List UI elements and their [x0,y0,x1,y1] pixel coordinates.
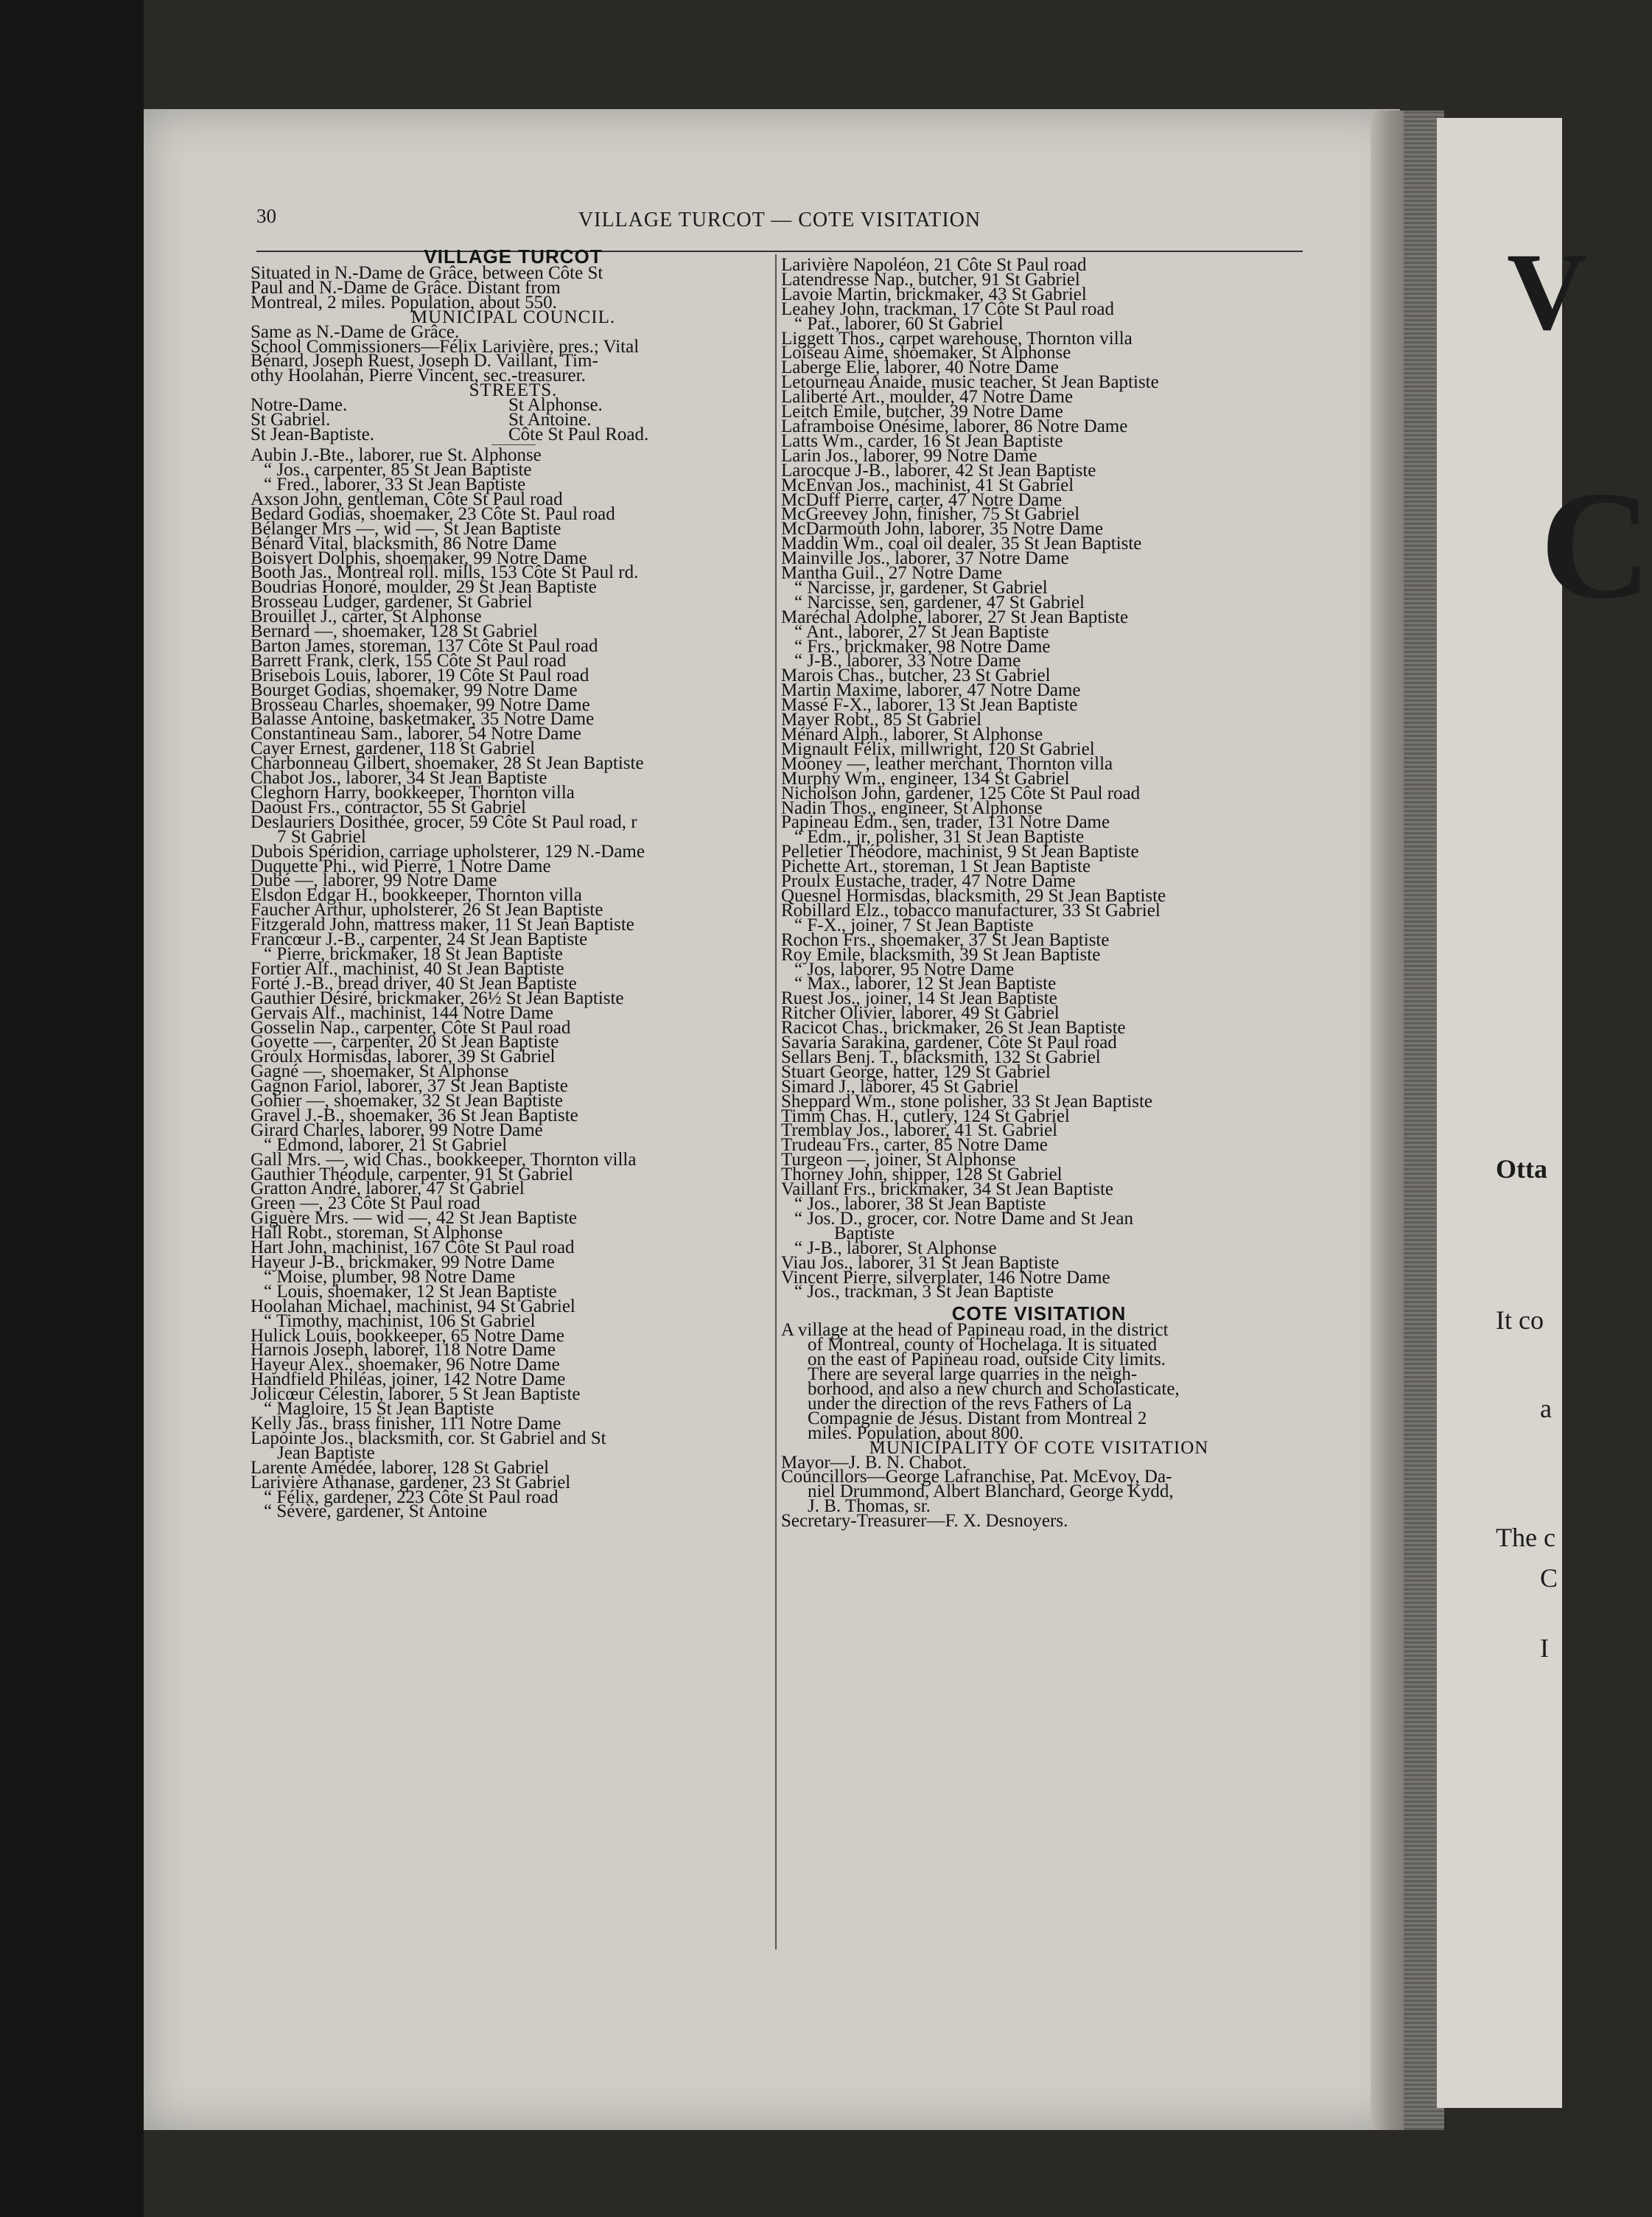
intro-line: A village at the head of Papineau road, in the district [781,1320,1169,1341]
directory-entry: “ J-B., laborer, St Alphonse [794,1237,997,1258]
directory-entry: “ F-X., joiner, 7 St Jean Baptiste [794,915,1034,935]
directory-entry: Bénard Vital, blacksmith, 86 Notre Dame [251,533,557,554]
cote-visitation-intro [781,1320,1297,1443]
streets-heading: STREETS. [469,380,558,401]
page-number: 30 [256,205,276,227]
directory-entry: Jean Baptiste [277,1442,375,1463]
directory-entry: Laframboise Onésime, laborer, 86 Notre Dame [781,416,1128,436]
street-name: St Antoine. [508,410,592,430]
directory-entry: Barrett Frank, clerk, 155 Côte St Paul road [251,650,567,671]
directory-entry: “ Edm., jr, polisher, 31 St Jean Baptiste [794,827,1085,848]
resident-list-right [781,255,1297,1302]
cote-visitation-officers [781,1452,1297,1532]
directory-entry: “ Frs., brickmaker, 98 Notre Dame [794,636,1051,657]
adjacent-fragment: a [1540,1394,1552,1423]
directory-entry: Loiseau Aimé, shoemaker, St Alphonse [781,343,1071,363]
municipal-council-text [251,321,776,386]
intro-line: Compagnie de Jésus. Distant from Montreal 2 [808,1408,1147,1428]
directory-entry: Francœur J.-B., carpenter, 24 St Jean Baptiste [251,929,588,950]
directory-entry: “ Max., laborer, 12 St Jean Baptiste [794,974,1057,994]
directory-entry: Jolicœur Célestin, laborer, 5 St Jean Baptiste [251,1384,581,1405]
directory-entry: “ Magloire, 15 St Jean Baptiste [264,1399,494,1420]
directory-entry: Goyette —, carpenter, 20 St Jean Baptiste [251,1032,559,1052]
directory-entry: “ Jos., carpenter, 85 St Jean Baptiste [264,460,532,481]
directory-entry: Gall Mrs. —, wid Chas., bookkeeper, Thornton villa [251,1149,637,1170]
column-divider [775,254,777,1949]
directory-entry: “ Sévère, gardener, St Antoine [264,1501,488,1522]
directory-entry: Gosselin Nap., carpenter, Côte St Paul road [251,1017,571,1038]
directory-entry: Maréchal Adolphe, laborer, 27 St Jean Baptiste [781,607,1129,627]
directory-entry: Gagnon Fariol, laborer, 37 St Jean Baptiste [251,1076,568,1097]
directory-entry: “ Narcisse, jr, gardener, St Gabriel [794,577,1048,598]
directory-entry: Pichette Art., storeman, 1 St Jean Baptiste [781,856,1091,877]
left-column [251,245,776,1522]
intro-line: Situated in N.-Dame de Grâce, between Côte St [251,263,603,283]
directory-entry: Thorney John, shipper, 128 St Gabriel [781,1165,1063,1185]
directory-entry: Pelletier Théodore, machinist, 9 St Jean Baptiste [781,842,1139,862]
directory-entry: Dubé —, laborer, 99 Notre Dame [251,870,497,891]
municipal-council-heading: MUNICIPAL COUNCIL. [410,307,616,327]
directory-entry: Girard Charles, laborer, 99 Notre Dame [251,1120,543,1140]
directory-entry: Bernard —, shoemaker, 128 St Gabriel [251,621,538,642]
adjacent-fragment: Otta [1496,1154,1547,1184]
adjacent-fragment: C [1540,1563,1558,1593]
intro-line: There are several large quarries in the neigh- [808,1364,1138,1385]
street-name: Côte St Paul Road. [508,424,649,444]
directory-entry: Gauthier Désiré, brickmaker, 26½ St Jean Baptiste [251,988,624,1008]
directory-entry: Larente Amédée, laborer, 128 St Gabriel [251,1457,550,1478]
directory-entry: McDarmouth John, laborer, 35 Notre Dame [781,519,1104,540]
directory-entry: Mayer Robt., 85 St Gabriel [781,710,982,730]
scan-background [0,0,144,2217]
directory-entry: Simard J., laborer, 45 St Gabriel [781,1076,1019,1097]
directory-entry: Bedard Godias, shoemaker, 23 Côte St. Paul road [251,503,615,524]
village-turcot-intro [251,263,776,313]
page-header [256,205,1303,239]
directory-entry: “ Jos., laborer, 38 St Jean Baptiste [794,1194,1046,1214]
adjacent-page [1437,118,1652,2108]
directory-entry: Viau Jos., laborer, 31 St Jean Baptiste [781,1252,1060,1273]
directory-entry: Lapointe Jos., blacksmith, cor. St Gabriel and St [251,1428,606,1448]
directory-entry: Gervais Alf., machinist, 144 Notre Dame [251,1002,554,1023]
adjacent-fragment: V [1507,231,1587,353]
directory-entry: Rochon Frs., shoemaker, 37 St Jean Baptiste [781,929,1110,950]
directory-entry: “ Jos. D., grocer, cor. Notre Dame and St Jean [794,1208,1133,1229]
directory-entry: “ Edmond, laborer, 21 St Gabriel [264,1134,508,1155]
directory-entry: Hayeur J-B., brickmaker, 99 Notre Dame [251,1252,555,1272]
directory-entry: Green —, 23 Côte St Paul road [251,1193,480,1214]
directory-entry: Tremblay Jos., laborer, 41 St. Gabriel [781,1120,1058,1141]
directory-entry: Latts Wm., carder, 16 St Jean Baptiste [781,430,1063,451]
directory-entry: Axson John, gentleman, Côte St Paul road [251,489,563,509]
directory-entry: Booth Jas., Montreal roll. mills, 153 Côte St Paul rd. [251,562,639,583]
directory-entry: Dubois Spéridion, carriage upholsterer, 129 N.-Dame [251,841,645,862]
directory-entry: Maddin Wm., coal oil dealer, 35 St Jean Baptiste [781,534,1142,554]
directory-entry: Trudeau Frs., carter, 85 Notre Dame [781,1135,1048,1156]
directory-entry: Lavoie Martin, brickmaker, 43 St Gabriel [781,284,1087,304]
directory-entry: Boisvert Dolphis, shoemaker, 99 Notre Dame [251,548,587,568]
directory-entry: Martin Maxime, laborer, 47 Notre Dame [781,680,1081,701]
directory-entry: “ Fred., laborer, 33 St Jean Baptiste [264,474,526,495]
directory-entry: Stuart George, hatter, 129 St Gabriel [781,1061,1051,1082]
directory-entry: Vincent Pierre, silverplater, 146 Notre Dame [781,1267,1110,1288]
council-line: Councillors—George Lafranchise, Pat. McEvoy, Da- [781,1467,1172,1487]
directory-entry: Brouillet J., carter, St Alphonse [251,607,482,627]
adjacent-fragment: C [1540,460,1652,631]
directory-entry: Constantineau Sam., laborer, 54 Notre Dame [251,724,581,744]
intro-line: on the east of Papineau road, outside City limits. [808,1350,1166,1370]
council-line: Mayor—J. B. N. Chabot. [781,1452,967,1473]
directory-entry: Hayeur Alex., shoemaker, 96 Notre Dame [251,1355,560,1375]
directory-entry: Larin Jos., laborer, 99 Notre Dame [781,445,1037,466]
directory-entry: Nicholson John, gardener, 125 Côte St Paul road [781,783,1141,803]
directory-entry: McEnvan Jos., machinist, 41 St Gabriel [781,475,1074,495]
directory-entry: Roy Emile, blacksmith, 39 St Jean Baptiste [781,944,1101,965]
directory-entry: Mantha Guil., 27 Notre Dame [781,563,1002,584]
directory-entry: Marois Chas., butcher, 23 St Gabriel [781,666,1051,686]
directory-entry: Aubin J.-Bte., laborer, rue St. Alphonse [251,445,542,466]
directory-entry: Barton James, storeman, 137 Côte St Paul road [251,635,598,656]
directory-entry: Leitch Emile, butcher, 39 Notre Dame [781,402,1063,422]
directory-entry: Giguère Mrs. — wid —, 42 St Jean Baptiste [251,1208,578,1229]
directory-entry: McDuff Pierre, carter, 47 Notre Dame [781,489,1063,510]
street-name: St Jean-Baptiste. [251,424,375,444]
directory-entry: “ Félix, gardener, 223 Côte St Paul road [264,1487,559,1507]
directory-entry: Gagné —, shoemaker, St Alphonse [251,1061,509,1082]
directory-entry: Proulx Eustache, trader, 47 Notre Dame [781,871,1076,892]
intro-line: under the direction of the revs Fathers of La [808,1393,1133,1414]
directory-entry: Larivière Athanase, gardener, 23 St Gabriel [251,1472,571,1492]
directory-entry: Liggett Thos., carpet warehouse, Thornton villa [781,328,1133,349]
directory-entry: Racicot Chas., brickmaker, 26 St Jean Baptiste [781,1018,1126,1038]
directory-entry: Larivière Napoléon, 21 Côte St Paul road [781,255,1087,275]
council-line: Bénard, Joseph Ruest, Joseph D. Vaillant, Tim- [251,351,598,371]
directory-entry: Vaillant Frs., brickmaker, 34 St Jean Baptiste [781,1179,1114,1200]
directory-entry: Harnois Joseph, laborer, 118 Notre Dame [251,1340,556,1361]
directory-entry: Sheppard Wm., stone polisher, 33 St Jean Baptiste [781,1091,1153,1111]
directory-entry: Bélanger Mrs —, wid —, St Jean Baptiste [251,518,561,539]
directory-entry: Mignault Félix, millwright, 120 St Gabriel [781,739,1095,759]
municipality-heading: MUNICIPALITY OF COTE VISITATION [869,1437,1209,1458]
adjacent-fragment: It co [1496,1305,1544,1335]
directory-entry: Ménard Alph., laborer, St Alphonse [781,725,1043,744]
directory-entry: Ruest Jos., joiner, 14 St Jean Baptiste [781,988,1057,1009]
directory-entry: “ J-B., laborer, 33 Notre Dame [794,651,1021,671]
adjacent-fragment: The c [1496,1523,1555,1552]
streets-column-2 [508,395,649,444]
directory-entry: Nadin Thos., engineer, St Alphonse [781,797,1043,818]
directory-entry: Mainville Jos., laborer, 37 Notre Dame [781,548,1069,569]
directory-entry: “ Jos., trackman, 3 St Jean Baptiste [794,1282,1054,1302]
directory-entry: Fortier Alf., machinist, 40 St Jean Baptiste [251,958,564,979]
streets-column-1 [251,395,375,444]
directory-entry: Robillard Elz., tobacco manufacturer, 33 St Gabriel [781,900,1161,921]
directory-entry: Letourneau Anaide, music teacher, St Jean Baptiste [781,372,1159,393]
intro-line: borhood, and also a new church and Scholasticate, [808,1378,1180,1399]
directory-entry: Savaria Sarakina, gardener, Côte St Paul road [781,1033,1117,1053]
directory-entry: “ Narcisse, sen, gardener, 47 St Gabriel [794,592,1085,612]
directory-entry: Hall Robt., storeman, St Alphonse [251,1223,503,1243]
directory-entry: “ Pat., laborer, 60 St Gabriel [794,313,1004,334]
directory-entry: Chabot Jos., laborer, 34 St Jean Baptiste [251,768,547,789]
council-line: othy Hoolahan, Pierre Vincent, sec.-treasurer. [251,366,586,386]
directory-entry: Murphy Wm., engineer, 134 St Gabriel [781,768,1070,789]
directory-entry: Duquette Phi., wid Pierre, 1 Notre Dame [251,856,551,876]
directory-entry: Leahey John, trackman, 17 Côte St Paul road [781,298,1114,319]
directory-entry: Kelly Jas., brass finisher, 111 Notre Dame [251,1413,561,1434]
council-line: School Commissioners—Félix Larivière, pres.; Vital [251,336,640,357]
directory-entry: Fitzgerald John, mattress maker, 11 St Jean Baptiste [251,915,634,935]
intro-line: Montreal, 2 miles. Population, about 550. [251,292,557,313]
directory-entry: Larocque J-B., laborer, 42 St Jean Baptiste [781,460,1096,481]
directory-entry: “ Moise, plumber, 98 Notre Dame [264,1266,516,1287]
directory-entry: Hoolahan Michael, machinist, 94 St Gabriel [251,1296,575,1316]
directory-entry: Hart John, machinist, 167 Côte St Paul road [251,1237,575,1258]
directory-entry: Latendresse Nap., butcher, 91 St Gabriel [781,269,1080,290]
directory-entry: Laliberté Art., moulder, 47 Notre Dame [781,387,1074,408]
directory-entry: 7 St Gabriel [277,826,366,847]
directory-entry: Mooney —, leather merchant, Thornton villa [781,753,1113,774]
intro-line: of Montreal, county of Hochelaga. It is situated [808,1335,1158,1355]
directory-entry: Cleghorn Harry, bookkeeper, Thornton villa [251,783,575,803]
directory-entry: Faucher Arthur, upholsterer, 26 St Jean Baptiste [251,900,603,921]
section-title-village-turcot: VILLAGE TURCOT [424,245,603,268]
adjacent-fragment: I [1540,1633,1549,1663]
directory-entry: Bourget Godias, shoemaker, 99 Notre Dame [251,680,578,700]
section-title-cote-visitation: COTE VISITATION [951,1302,1127,1325]
directory-entry: Balasse Antoine, basketmaker, 35 Notre Dame [251,709,595,730]
directory-entry: Brosseau Charles, shoemaker, 99 Notre Dame [251,694,590,715]
street-name: Notre-Dame. [251,395,348,416]
directory-entry: Elsdon Edgar H., bookkeeper, Thornton villa [251,885,582,906]
directory-entry: Laberge Elie, laborer, 40 Notre Dame [781,357,1059,378]
directory-entry: Daoust Frs., contractor, 55 St Gabriel [251,797,526,817]
directory-entry: “ Timothy, machinist, 106 St Gabriel [264,1310,536,1331]
intro-line: Paul and N.-Dame de Grâce. Distant from [251,277,561,298]
right-column [781,255,1297,1532]
directory-entry: “ Louis, shoemaker, 12 St Jean Baptiste [264,1281,557,1302]
directory-entry: Gravel J.-B., shoemaker, 36 St Jean Baptiste [251,1105,578,1125]
directory-entry: Forté J.-B., bread driver, 40 St Jean Baptiste [251,973,577,994]
directory-entry: Massé F-X., laborer, 13 St Jean Baptiste [781,695,1078,716]
directory-entry: Handfield Philéas, joiner, 142 Notre Dame [251,1369,566,1390]
directory-entry: “ Pierre, brickmaker, 18 St Jean Baptiste [264,943,563,964]
directory-entry: Ritcher Olivier, laborer, 49 St Gabriel [781,1003,1060,1024]
directory-entry: Brisebois Louis, laborer, 19 Côte St Paul road [251,665,589,685]
directory-entry: Sellars Benj. T., blacksmith, 132 St Gabriel [781,1047,1101,1067]
directory-entry: Boudrias Honoré, moulder, 29 St Jean Baptiste [251,577,597,598]
intro-line: miles. Population, about 800. [808,1422,1024,1443]
directory-entry: Gauthier Théodule, carpenter, 91 St Gabriel [251,1164,573,1184]
directory-entry: Papineau Edm., sen, trader, 131 Notre Dame [781,812,1110,833]
street-name: St Alphonse. [508,395,603,416]
directory-entry: Gratton André, laborer, 47 St Gabriel [251,1179,525,1199]
council-line: Same as N.-Dame de Grâce. [251,321,460,342]
directory-entry: Deslauriers Dosithée, grocer, 59 Côte St Paul road, r [251,811,637,832]
directory-entry: Timm Chas. H., cutlery, 124 St Gabriel [781,1106,1070,1126]
directory-entry: Quesnel Hormisdas, blacksmith, 29 St Jean Baptiste [781,885,1166,906]
directory-entry: Brosseau Ludger, gardener, St Gabriel [251,592,533,612]
directory-entry: McGreevey John, finisher, 75 St Gabriel [781,504,1080,525]
running-head: VILLAGE TURCOT — COTE VISITATION [578,209,981,231]
directory-entry: Cayer Ernest, gardener, 118 St Gabriel [251,739,536,759]
street-name: St Gabriel. [251,410,331,430]
directory-entry: Gohier —, shoemaker, 32 St Jean Baptiste [251,1091,563,1111]
streets-list [251,395,776,444]
directory-entry: Groulx Hormisdas, laborer, 39 St Gabriel [251,1047,556,1067]
directory-entry: Baptiste [834,1223,895,1243]
directory-entry: Turgeon —, joiner, St Alphonse [781,1150,1016,1170]
directory-entry: “ Ant., laborer, 27 St Jean Baptiste [794,621,1049,642]
directory-entry: Hulick Louis, bookkeeper, 65 Notre Dame [251,1325,564,1346]
directory-entry: Charbonneau Gilbert, shoemaker, 28 St Jean Baptiste [251,753,644,774]
directory-entry: “ Jos, laborer, 95 Notre Dame [794,959,1015,980]
resident-list-left [251,445,776,1522]
council-line: niel Drummond, Albert Blanchard, George Kydd, [808,1481,1174,1502]
council-line: Secretary-Treasurer—F. X. Desnoyers. [781,1511,1068,1532]
council-line: J. B. Thomas, sr. [808,1496,931,1517]
